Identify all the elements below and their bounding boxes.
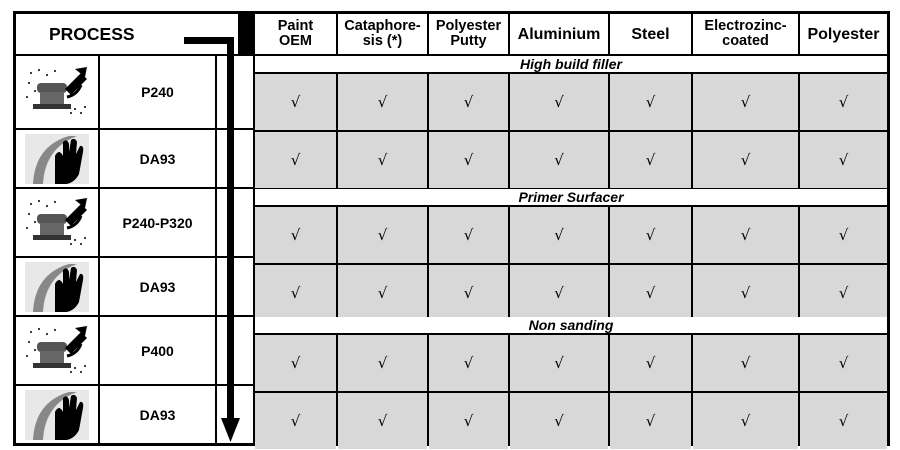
- check-mark: √: [463, 151, 474, 169]
- check-mark: √: [838, 412, 849, 430]
- column-header-label: Electrozinc- coated: [704, 18, 787, 49]
- check-mark: √: [554, 284, 564, 302]
- check-cell: [255, 207, 336, 263]
- check-cell: [610, 74, 691, 130]
- check-mark: √: [554, 93, 564, 111]
- section-title: [255, 189, 887, 205]
- check-mark: √: [377, 412, 388, 430]
- check-mark: √: [463, 93, 474, 111]
- process-step-label: P240-P320: [122, 214, 193, 231]
- check-mark: √: [290, 226, 301, 244]
- check-mark: √: [838, 354, 849, 372]
- check-mark: √: [740, 284, 751, 302]
- check-mark: √: [554, 354, 564, 372]
- check-mark: √: [463, 284, 474, 302]
- check-cell: [338, 393, 427, 449]
- check-cell: [610, 335, 691, 391]
- section-title: [255, 56, 887, 72]
- check-mark: √: [377, 226, 388, 244]
- check-mark: √: [290, 284, 301, 302]
- column-header-label: Polyester Putty: [435, 18, 502, 49]
- check-cell: [510, 207, 608, 263]
- check-cell: [693, 132, 798, 188]
- column-header-label: Steel: [631, 25, 670, 43]
- check-mark: √: [740, 226, 751, 244]
- process-step-label: DA93: [139, 150, 176, 167]
- check-cell: [610, 393, 691, 449]
- check-mark: √: [554, 151, 564, 169]
- check-mark: √: [740, 354, 751, 372]
- section-title: [255, 317, 887, 333]
- check-cell: [510, 265, 608, 321]
- check-cell: [429, 393, 508, 449]
- check-mark: √: [463, 412, 474, 430]
- check-mark: √: [838, 284, 849, 302]
- section-title-text: Non sanding: [528, 317, 614, 333]
- check-cell: [429, 74, 508, 130]
- process-step-label: DA93: [139, 278, 176, 295]
- check-cell: [800, 335, 887, 391]
- check-mark: √: [463, 226, 474, 244]
- check-cell: [338, 265, 427, 321]
- check-cell: [693, 207, 798, 263]
- column-header-label: Aluminium: [517, 25, 601, 43]
- process-step-label: P400: [141, 342, 174, 359]
- check-mark: √: [838, 226, 849, 244]
- check-cell: [510, 74, 608, 130]
- check-mark: √: [377, 284, 388, 302]
- section-title-text: Primer Surfacer: [518, 189, 624, 205]
- column-header-label: Polyester: [807, 25, 880, 43]
- check-mark: √: [290, 412, 301, 430]
- check-mark: √: [740, 412, 751, 430]
- check-mark: √: [377, 93, 388, 111]
- check-cell: [255, 393, 336, 449]
- check-cell: [429, 207, 508, 263]
- check-cell: [338, 132, 427, 188]
- check-cell: [693, 265, 798, 321]
- check-cell: [610, 207, 691, 263]
- check-mark: √: [645, 93, 656, 111]
- check-cell: [800, 393, 887, 449]
- check-mark: √: [838, 151, 849, 169]
- process-title-text: PROCESS: [49, 23, 135, 44]
- check-cell: [429, 335, 508, 391]
- check-cell: [429, 132, 508, 188]
- check-cell: [510, 132, 608, 188]
- check-cell: [338, 207, 427, 263]
- check-mark: √: [645, 354, 656, 372]
- check-mark: √: [554, 226, 564, 244]
- check-cell: [800, 265, 887, 321]
- check-cell: [429, 265, 508, 321]
- check-mark: √: [377, 151, 388, 169]
- check-mark: √: [377, 354, 388, 372]
- check-mark: √: [740, 93, 751, 111]
- check-mark: √: [838, 93, 849, 111]
- check-cell: [338, 335, 427, 391]
- check-cell: [693, 393, 798, 449]
- check-mark: √: [290, 93, 301, 111]
- column-header-label: Cataphore- sis (*): [344, 18, 421, 49]
- check-mark: √: [554, 412, 564, 430]
- check-cell: [800, 207, 887, 263]
- section-title-text: High build filler: [520, 56, 622, 72]
- column-header-label: Paint OEM: [277, 18, 314, 49]
- check-mark: √: [463, 354, 474, 372]
- check-mark: √: [740, 151, 751, 169]
- check-cell: [255, 335, 336, 391]
- process-step-label: DA93: [139, 406, 176, 423]
- check-cell: [610, 265, 691, 321]
- process-step-label: P240: [141, 84, 174, 100]
- check-cell: [800, 132, 887, 188]
- check-cell: [338, 74, 427, 130]
- check-cell: [255, 132, 336, 188]
- check-cell: [255, 265, 336, 321]
- check-mark: √: [290, 151, 301, 169]
- check-cell: [255, 74, 336, 130]
- check-cell: [510, 335, 608, 391]
- check-cell: [610, 132, 691, 188]
- check-mark: √: [290, 354, 301, 372]
- check-cell: [510, 393, 608, 449]
- check-cell: [800, 74, 887, 130]
- check-mark: √: [645, 151, 656, 169]
- check-mark: √: [645, 284, 656, 302]
- check-cell: [693, 74, 798, 130]
- check-mark: √: [645, 226, 656, 244]
- check-mark: √: [645, 412, 656, 430]
- check-cell: [693, 335, 798, 391]
